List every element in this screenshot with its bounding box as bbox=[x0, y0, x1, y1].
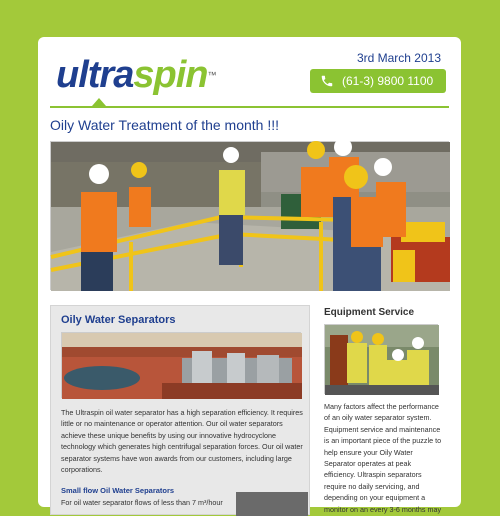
logo-tm: ™ bbox=[207, 70, 216, 80]
panel-title[interactable]: Oily Water Separators bbox=[61, 314, 176, 326]
logo-text-spin: spin bbox=[133, 54, 208, 96]
phone-icon bbox=[320, 74, 334, 88]
headline: Oily Water Treatment of the month !!! bbox=[50, 117, 280, 133]
newsletter-card bbox=[38, 37, 461, 514]
logo-text-ultra: ultra bbox=[56, 54, 134, 96]
header-divider-notch bbox=[92, 98, 106, 106]
header-divider bbox=[50, 106, 449, 108]
equipment-service-body: Many factors affect the performance of an oily water separator system. Equipment service and maintenance is an important piece of the puzzle to help ensure your Oily Water Separator operates at peak efficiency. Ultraspin separators require no daily servicing, and depending on your equipment a monitor on an every 3-6 months may bbox=[324, 402, 442, 514]
phone-number: (61-3) 9800 1100 bbox=[342, 74, 434, 88]
separators-image bbox=[61, 332, 301, 398]
hero-image bbox=[50, 141, 449, 290]
panel-body: The Ultraspin oil water separator has a high separation efficiency. It requires little or no maintenance or operator attention. Our oil water separators achieve these unique benefits by using our innovative hydrocyclone technology which generates high centrifugal separation forces. Our oil water separator systems have won awards from our customers, including large corporations. bbox=[61, 408, 303, 475]
oily-water-separators-panel bbox=[50, 305, 310, 515]
phone-button[interactable] bbox=[310, 69, 446, 93]
issue-date: 3rd March 2013 bbox=[356, 51, 441, 65]
equipment-service-image bbox=[324, 324, 438, 394]
small-flow-image bbox=[236, 492, 308, 516]
equipment-service-title[interactable]: Equipment Service bbox=[324, 307, 415, 318]
panel-subtitle[interactable]: Small flow Oil Water Separators bbox=[61, 486, 175, 495]
ultraspin-logo[interactable] bbox=[56, 53, 215, 97]
panel-sub-body: For oil water separator flows of less than 7 m³/hour bbox=[61, 498, 223, 507]
